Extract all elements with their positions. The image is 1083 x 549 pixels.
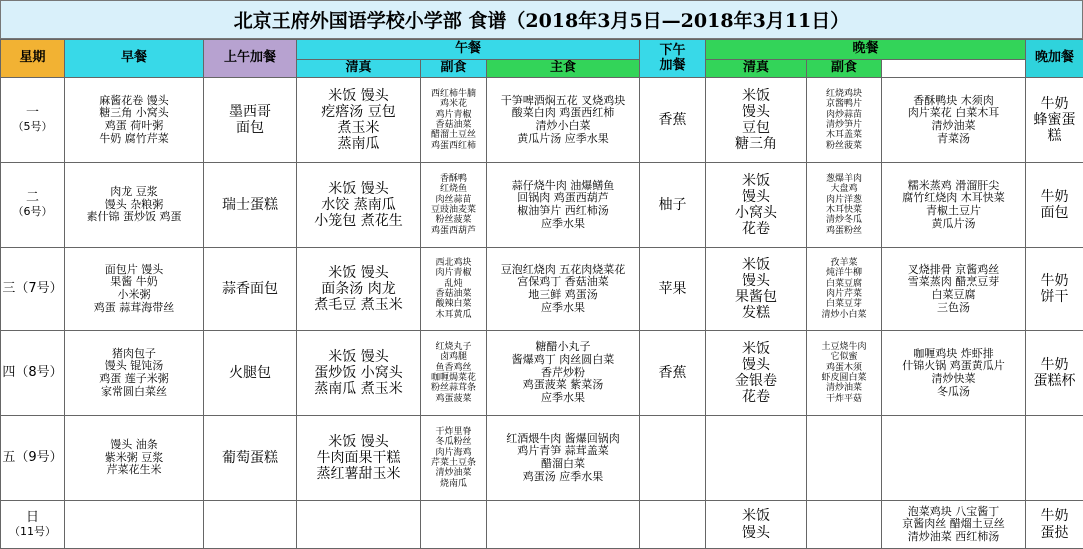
weekday-label: 四（8号） <box>1 366 64 381</box>
menu-item-line: 馒头 <box>706 273 806 289</box>
menu-item-line: 豆泡红烧肉 五花肉烧菜花 <box>487 264 639 277</box>
lunch-staple-cell <box>297 501 421 549</box>
menu-item-line: 鸡片青椒 <box>421 110 486 120</box>
menu-item-line: 蜂蜜蛋 <box>1026 112 1083 128</box>
morning-snack-cell <box>204 331 297 416</box>
header-dinner-halal: 清真 <box>706 60 807 78</box>
menu-item-line: 鸡蛋菠菜 紫菜汤 <box>487 379 639 392</box>
menu-item-line: 香酥鸭块 木须肉 <box>882 95 1025 108</box>
evening-snack-cell <box>1026 331 1083 416</box>
menu-table <box>0 39 1083 549</box>
dinner-staple-cell <box>706 501 807 549</box>
header-afternoon-snack <box>640 40 706 78</box>
menu-item-line: 酸菜白肉 鸡蛋西红柿 <box>487 107 639 120</box>
menu-item-line: 牛奶 <box>1026 508 1083 524</box>
menu-item-line: 香酥鸭 <box>421 174 486 184</box>
evening-snack-cell <box>1026 78 1083 163</box>
menu-item-line: 柚子 <box>640 197 705 213</box>
menu-item-line: 宫保鸡丁 香菇油菜 <box>487 276 639 289</box>
menu-item-line: 黄瓜片汤 应季水果 <box>487 133 639 146</box>
menu-item-line: 香蕉 <box>640 365 705 381</box>
menu-item-line: 蒸红薯甜玉米 <box>297 466 420 482</box>
dinner-staple-cell <box>706 331 807 416</box>
lunch-staple-cell <box>297 416 421 501</box>
menu-item-line: 地三鲜 鸡蛋汤 <box>487 289 639 302</box>
menu-item-line: 米饭 <box>706 508 806 524</box>
menu-item-line: 清炒油菜 西红柿汤 <box>882 531 1025 544</box>
menu-item-line: 粉丝菠菜 <box>807 141 881 151</box>
menu-item-line: 它似蜜 <box>807 352 881 362</box>
menu-item-line: 雪菜蒸肉 醋烹豆芽 <box>882 276 1025 289</box>
menu-item-line: 蛋糕杯 <box>1026 373 1083 389</box>
menu-item-line: 应季水果 <box>487 218 639 231</box>
menu-item-line: 面条汤 肉龙 <box>297 281 420 297</box>
menu-item-line: 香蕉 <box>640 112 705 128</box>
menu-item-line: 米饭 馒头 <box>297 265 420 281</box>
menu-item-line: 清炒油菜 <box>421 468 486 478</box>
menu-item-line: 肉片青椒 <box>421 268 486 278</box>
menu-item-line: 糖醋小丸子 <box>487 341 639 354</box>
menu-item-line: 煮玉米 <box>297 120 420 136</box>
menu-item-line: 豆包 <box>706 120 806 136</box>
menu-item-line: 馒头 <box>706 189 806 205</box>
menu-item-line: 糖三角 <box>706 136 806 152</box>
menu-item-line: 冬瓜粉丝 <box>421 437 486 447</box>
menu-item-line: 米饭 馒头 <box>297 349 420 365</box>
menu-item-line: 香菇油菜 <box>421 289 486 299</box>
date-label: （5号） <box>1 121 64 134</box>
table-row <box>1 78 1083 163</box>
menu-item-line: 牛奶 腐竹芹菜 <box>65 133 203 146</box>
menu-item-line: 面包 <box>1026 205 1083 221</box>
menu-item-line: 瑞士蛋糕 <box>204 197 296 213</box>
breakfast-cell <box>65 248 204 331</box>
menu-item-line: 鸡米花 <box>421 99 486 109</box>
menu-item-line: 土豆烧牛肉 <box>807 342 881 352</box>
menu-item-line: 猪肉包子 <box>65 348 203 361</box>
menu-item-line: 黄瓜片汤 <box>882 218 1025 231</box>
menu-item-line: 红酒煨牛肉 酱爆回锅肉 <box>487 433 639 446</box>
menu-item-line: 虾皮圆白菜 <box>807 373 881 383</box>
menu-item-line: 椒油笋片 西红柿汤 <box>487 205 639 218</box>
menu-item-line: 木耳盖菜 <box>807 130 881 140</box>
morning-snack-cell <box>204 416 297 501</box>
menu-item-line: 西红柿牛腩 <box>421 89 486 99</box>
header-dinner-side: 副食 <box>807 60 882 78</box>
menu-item-line: 鸡蛋汤 应季水果 <box>487 471 639 484</box>
menu-item-line: 清炒油菜 <box>807 383 881 393</box>
dinner-side-cell <box>882 331 1026 416</box>
menu-item-line: 清炒油菜 <box>882 120 1025 133</box>
menu-item-line: 清炒小白菜 <box>807 310 881 320</box>
menu-item-line: 小米粥 <box>65 289 203 302</box>
menu-item-line: 墨西哥 <box>204 104 296 120</box>
menu-item-line: 干笋啤酒焖五花 叉烧鸡块 <box>487 95 639 108</box>
dinner-halal-cell <box>807 331 882 416</box>
menu-item-line: 米饭 馒头 <box>297 181 420 197</box>
menu-item-line: 小窝头 <box>706 205 806 221</box>
weekday-label: 二 <box>1 191 64 206</box>
menu-item-line: 蒜仔烧牛肉 油爆鳝鱼 <box>487 180 639 193</box>
menu-item-line: 鸡蛋木须 <box>807 363 881 373</box>
weekday-label: 日 <box>1 511 64 526</box>
lunch-side-cell <box>487 163 640 248</box>
afternoon-snack-cell <box>640 501 706 549</box>
menu-item-line: 鸡蛋西红柿 <box>421 141 486 151</box>
menu-item-line: 白菜豆腐 <box>882 289 1025 302</box>
menu-item-line: 叉烧排骨 京酱鸡丝 <box>882 264 1025 277</box>
header-lunch-halal: 清真 <box>297 60 421 78</box>
menu-item-line: 京酱鸭片 <box>807 99 881 109</box>
dinner-side-cell <box>882 501 1026 549</box>
menu-item-line: 烧南瓜 <box>421 479 486 489</box>
menu-item-line: 清炒快菜 <box>882 373 1025 386</box>
menu-item-line: 肉片洋葱 <box>807 195 881 205</box>
menu-item-line: 红烧鱼 <box>421 184 486 194</box>
menu-item-line: 清炒冬瓜 <box>807 215 881 225</box>
header-lunch: 午餐 <box>297 40 640 60</box>
menu-item-line: 肉丝蒜苗 <box>421 195 486 205</box>
menu-item-line: 醋溜土豆丝 <box>421 130 486 140</box>
menu-body <box>1 78 1083 549</box>
weekday-cell <box>1 501 65 549</box>
menu-item-line: 木耳快菜 <box>807 205 881 215</box>
menu-item-line: 红烧丸子 <box>421 342 486 352</box>
dinner-halal-cell <box>807 501 882 549</box>
dinner-staple-cell <box>706 78 807 163</box>
menu-item-line: 素什锦 蛋炒饭 鸡蛋 <box>65 211 203 224</box>
menu-item-line: 紫米粥 豆浆 <box>65 452 203 465</box>
menu-item-line: 香菇油菜 <box>421 120 486 130</box>
menu-item-line: 鸡蛋西葫芦 <box>421 226 486 236</box>
menu-item-line: 香芹炒粉 <box>487 367 639 380</box>
morning-snack-cell <box>204 78 297 163</box>
menu-item-line: 面包 <box>204 120 296 136</box>
menu-item-line: 麻酱花卷 馒头 <box>65 95 203 108</box>
weekday-cell <box>1 78 65 163</box>
header-morning-snack: 上午加餐 <box>204 40 297 78</box>
menu-item-line: 火腿包 <box>204 365 296 381</box>
table-row <box>1 163 1083 248</box>
lunch-staple-cell <box>297 248 421 331</box>
menu-item-line: 西北鸡块 <box>421 258 486 268</box>
menu-item-line: 醋溜白菜 <box>487 458 639 471</box>
morning-snack-cell <box>204 248 297 331</box>
menu-item-line: 发糕 <box>706 305 806 321</box>
lunch-staple-cell <box>297 78 421 163</box>
dinner-staple-cell <box>706 416 807 501</box>
menu-item-line: 京酱肉丝 醋熘土豆丝 <box>882 518 1025 531</box>
weekday-cell <box>1 248 65 331</box>
menu-item-line: 粉丝蒜茸条 <box>421 383 486 393</box>
menu-item-line: 红烧鸡块 <box>807 89 881 99</box>
menu-item-line: 果酱包 <box>706 289 806 305</box>
menu-item-line: 蒜香面包 <box>204 281 296 297</box>
menu-item-line: 蛋挞 <box>1026 525 1083 541</box>
menu-item-line: 牛奶 <box>1026 357 1083 373</box>
menu-item-line: 米饭 馒头 <box>297 434 420 450</box>
menu-item-line: 鸡蛋 莲子米粥 <box>65 373 203 386</box>
weekday-cell <box>1 416 65 501</box>
table-row <box>1 416 1083 501</box>
lunch-side-cell <box>487 501 640 549</box>
menu-item-line: 乱炖 <box>421 279 486 289</box>
lunch-staple-cell <box>297 331 421 416</box>
menu-item-line: 鱼香鸡丝 <box>421 363 486 373</box>
dinner-staple-cell <box>706 248 807 331</box>
menu-item-line: 煮毛豆 煮玉米 <box>297 297 420 313</box>
lunch-staple-cell <box>297 163 421 248</box>
menu-item-line: 蒸南瓜 煮玉米 <box>297 381 420 397</box>
breakfast-cell <box>65 501 204 549</box>
menu-item-line: 卤鸡腿 <box>421 352 486 362</box>
weekday-cell <box>1 331 65 416</box>
header-dinner-staple: 主食 <box>487 60 640 78</box>
menu-item-line: 馒头 <box>706 357 806 373</box>
menu-item-line: 鸡蛋 蒜茸海带丝 <box>65 302 203 315</box>
menu-item-line: 果酱 牛奶 <box>65 276 203 289</box>
menu-item-line: 三色汤 <box>882 302 1025 315</box>
menu-item-line: 家常圆白菜丝 <box>65 386 203 399</box>
weekday-cell <box>1 163 65 248</box>
table-row <box>1 248 1083 331</box>
dinner-halal-cell <box>807 416 882 501</box>
menu-item-line: 饼干 <box>1026 289 1083 305</box>
lunch-halal-cell <box>421 501 487 549</box>
menu-item-line: 木耳黄瓜 <box>421 310 486 320</box>
menu-item-line: 牛奶 <box>1026 273 1083 289</box>
dinner-side-cell <box>882 163 1026 248</box>
lunch-side-cell <box>487 331 640 416</box>
afternoon-snack-cell <box>640 78 706 163</box>
menu-item-line: 咖喱鸡块 炸虾排 <box>882 348 1025 361</box>
weekday-label: 一 <box>1 106 64 121</box>
menu-item-line: 花卷 <box>706 389 806 405</box>
menu-item-line: 米饭 <box>706 257 806 273</box>
date-label: （6号） <box>1 206 64 219</box>
menu-item-line: 米饭 馒头 <box>297 88 420 104</box>
page-title: 北京王府外国语学校小学部 食谱（2018年3月5日—2018年3月11日） <box>0 0 1083 39</box>
menu-item-line: 咖喱焗菜花 <box>421 373 486 383</box>
date-label: （11号） <box>1 526 64 539</box>
lunch-side-cell <box>487 416 640 501</box>
menu-item-line: 水饺 蒸南瓜 <box>297 197 420 213</box>
menu-item-line: 豆豉油麦菜 <box>421 205 486 215</box>
header-afternoon-snack-text: 下午加餐 <box>656 44 690 74</box>
menu-item-line: 蒸南瓜 <box>297 136 420 152</box>
breakfast-cell <box>65 416 204 501</box>
menu-item-line: 葱爆羊肉 <box>807 174 881 184</box>
menu-item-line: 孜羊菜 <box>807 258 881 268</box>
afternoon-snack-cell <box>640 331 706 416</box>
menu-item-line: 鸡蛋 荷叶粥 <box>65 120 203 133</box>
menu-item-line: 什锦火锅 鸡蛋黄瓜片 <box>882 360 1025 373</box>
menu-item-line: 葡萄蛋糕 <box>204 450 296 466</box>
menu-item-line: 糕 <box>1026 128 1083 144</box>
lunch-halal-cell <box>421 78 487 163</box>
menu-item-line: 回锅肉 鸡蛋西葫芦 <box>487 192 639 205</box>
lunch-side-cell <box>487 78 640 163</box>
menu-item-line: 苹果 <box>640 281 705 297</box>
dinner-halal-cell <box>807 163 882 248</box>
header-lunch-side: 副食 <box>421 60 487 78</box>
menu-item-line: 花卷 <box>706 221 806 237</box>
menu-item-line: 疙瘩汤 豆包 <box>297 104 420 120</box>
lunch-halal-cell <box>421 416 487 501</box>
menu-item-line: 米饭 <box>706 341 806 357</box>
menu-item-line: 糯米蒸鸡 滑溜肝尖 <box>882 180 1025 193</box>
menu-item-line: 干炸平菇 <box>807 394 881 404</box>
lunch-side-cell <box>487 248 640 331</box>
menu-item-line: 冬瓜汤 <box>882 386 1025 399</box>
dinner-halal-cell <box>807 248 882 331</box>
lunch-halal-cell <box>421 163 487 248</box>
afternoon-snack-cell <box>640 248 706 331</box>
breakfast-cell <box>65 163 204 248</box>
afternoon-snack-cell <box>640 163 706 248</box>
table-row <box>1 331 1083 416</box>
dinner-side-cell <box>882 248 1026 331</box>
menu-item-line: 泡菜鸡块 八宝酱丁 <box>882 506 1025 519</box>
menu-item-line: 清炒笋片 <box>807 120 881 130</box>
menu-item-line: 牛肉面果干糕 <box>297 450 420 466</box>
menu-item-line: 白菜豆芽 <box>807 299 881 309</box>
header-dinner: 晚餐 <box>706 40 1026 60</box>
header-breakfast: 早餐 <box>65 40 204 78</box>
dinner-staple-cell <box>706 163 807 248</box>
menu-item-line: 面包片 馒头 <box>65 264 203 277</box>
menu-item-line: 馒头 <box>706 525 806 541</box>
morning-snack-cell <box>204 163 297 248</box>
menu-item-line: 应季水果 <box>487 302 639 315</box>
menu-item-line: 馒头 油条 <box>65 439 203 452</box>
menu-item-line: 酱爆鸡丁 肉丝圆白菜 <box>487 354 639 367</box>
menu-item-line: 腐竹红烧肉 木耳快菜 <box>882 192 1025 205</box>
menu-item-line: 大盘鸡 <box>807 184 881 194</box>
lunch-halal-cell <box>421 248 487 331</box>
menu-item-line: 鸡片青笋 蒜茸盖菜 <box>487 445 639 458</box>
menu-item-line: 馒头 杂粮粥 <box>65 199 203 212</box>
weekday-label: 三（7号） <box>1 282 64 297</box>
menu-item-line: 芹菜花生米 <box>65 464 203 477</box>
menu-item-line: 青椒土豆片 <box>882 205 1025 218</box>
morning-snack-cell <box>204 501 297 549</box>
menu-item-line: 肉片芹菜 <box>807 289 881 299</box>
afternoon-snack-cell <box>640 416 706 501</box>
evening-snack-cell <box>1026 163 1083 248</box>
lunch-halal-cell <box>421 331 487 416</box>
evening-snack-cell <box>1026 501 1083 549</box>
menu-item-line: 青菜汤 <box>882 133 1025 146</box>
menu-item-line: 牛奶 <box>1026 96 1083 112</box>
table-row <box>1 501 1083 549</box>
menu-item-line: 粉丝菠菜 <box>421 215 486 225</box>
dinner-halal-cell <box>807 78 882 163</box>
menu-item-line: 肉炒蒜苗 <box>807 110 881 120</box>
breakfast-cell <box>65 331 204 416</box>
menu-item-line: 蛋炒饭 小窝头 <box>297 365 420 381</box>
evening-snack-cell <box>1026 416 1083 501</box>
menu-item-line: 炖洋牛柳 <box>807 268 881 278</box>
menu-item-line: 馒头 <box>706 104 806 120</box>
menu-item-line: 肉龙 豆浆 <box>65 186 203 199</box>
menu-item-line: 芹菜土豆条 <box>421 458 486 468</box>
menu-item-line: 米饭 <box>706 173 806 189</box>
evening-snack-cell <box>1026 248 1083 331</box>
menu-item-line: 牛奶 <box>1026 189 1083 205</box>
menu-item-line: 应季水果 <box>487 392 639 405</box>
menu-item-line: 干炸里脊 <box>421 427 486 437</box>
menu-item-line: 馒头 锟饨汤 <box>65 360 203 373</box>
weekday-label: 五（9号） <box>1 451 64 466</box>
menu-item-line: 白菜豆腐 <box>807 279 881 289</box>
menu-item-line: 金银卷 <box>706 373 806 389</box>
header-weekday: 星期 <box>1 40 65 78</box>
menu-item-line: 鸡蛋粉丝 <box>807 226 881 236</box>
menu-item-line: 肉片菜花 白菜木耳 <box>882 107 1025 120</box>
menu-item-line: 酸辣白菜 <box>421 299 486 309</box>
dinner-side-cell <box>882 416 1026 501</box>
menu-item-line: 小笼包 煮花生 <box>297 213 420 229</box>
menu-item-line: 肉片海鸡 <box>421 448 486 458</box>
menu-item-line: 鸡蛋菠菜 <box>421 394 486 404</box>
menu-item-line: 糖三角 小窝头 <box>65 107 203 120</box>
breakfast-cell <box>65 78 204 163</box>
menu-item-line: 清炒小白菜 <box>487 120 639 133</box>
menu-item-line: 米饭 <box>706 88 806 104</box>
header-evening-snack: 晚加餐 <box>1026 40 1083 78</box>
dinner-side-cell <box>882 78 1026 163</box>
